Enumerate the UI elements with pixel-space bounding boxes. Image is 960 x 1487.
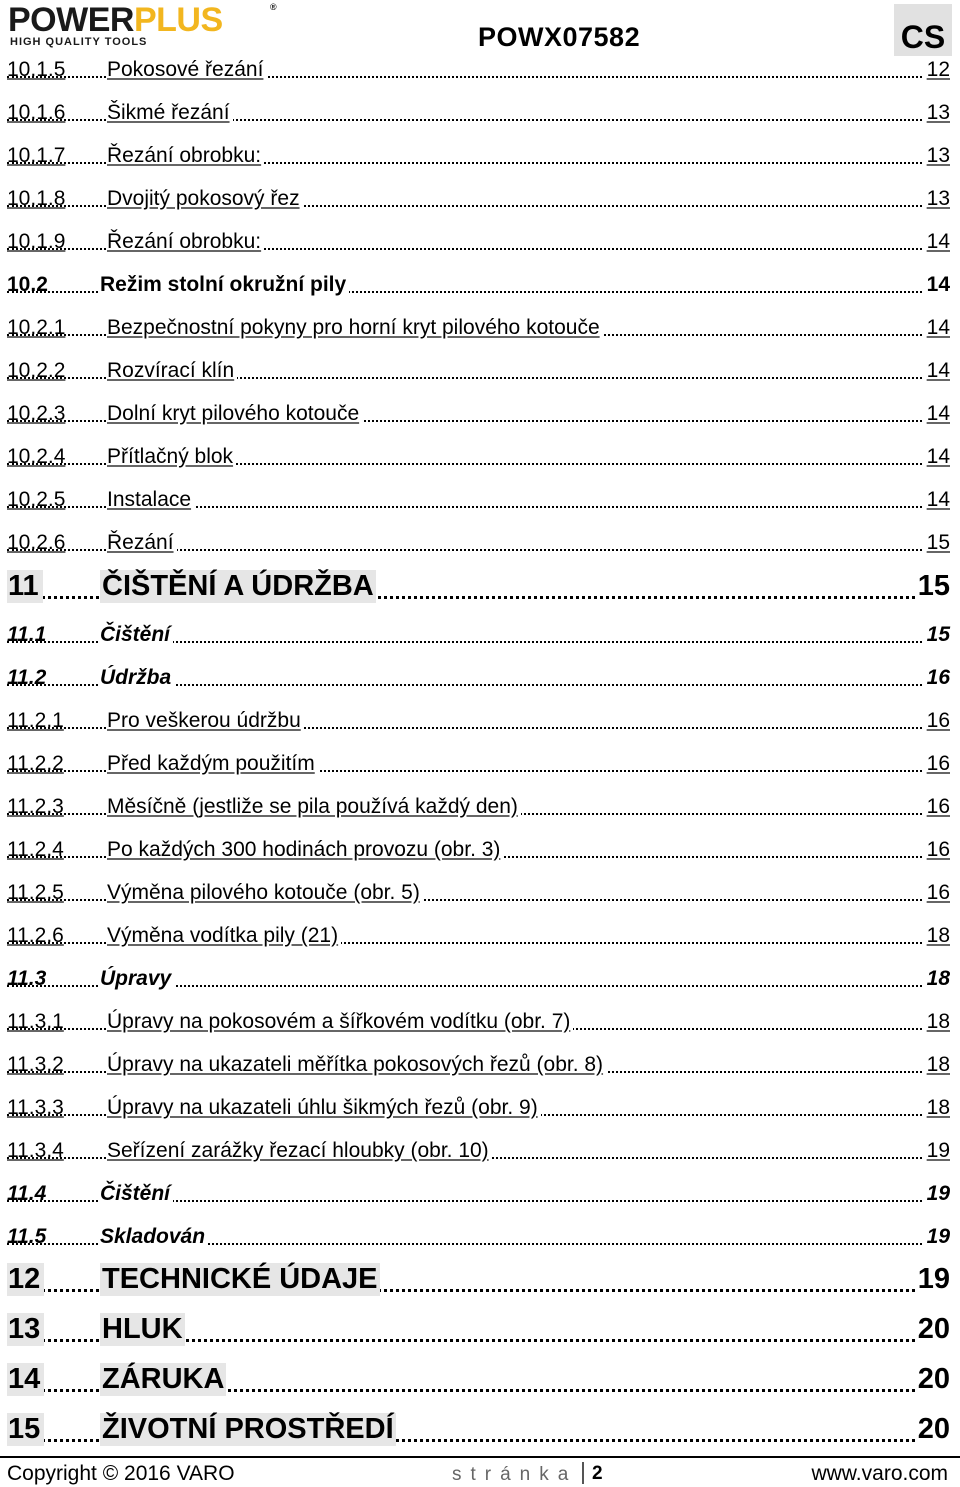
toc-entry-title: Výměna pilového kotouče (obr. 5) — [107, 881, 423, 905]
toc-entry[interactable] — [7, 565, 950, 605]
toc-entry-page: 14 — [924, 230, 950, 254]
toc-entry-page: 14 — [924, 445, 950, 469]
toc-entry-title: Úpravy na ukazateli měřítka pokosových řezů (obr. 8) — [107, 1053, 606, 1077]
toc-entry[interactable] — [7, 660, 950, 694]
toc-entry-page: 16 — [924, 666, 950, 690]
powerplus-logo — [8, 2, 278, 48]
toc-entry[interactable] — [7, 746, 950, 780]
toc-entry[interactable] — [7, 1090, 950, 1124]
page-header — [0, 0, 960, 60]
toc-entry-page: 18 — [924, 1096, 950, 1120]
toc-entry-title: Údržba — [100, 666, 174, 690]
toc-entry-number: 10.2.5 — [7, 488, 66, 511]
toc-entry-number: 11.2.1 — [7, 709, 64, 732]
toc-entry-page: 14 — [924, 402, 950, 426]
toc-entry-page: 19 — [924, 1139, 950, 1163]
toc-entry[interactable] — [7, 1358, 950, 1398]
toc-entry-number: 11.5 — [7, 1225, 47, 1248]
logo-wordmark — [8, 2, 223, 38]
toc-entry-number: 10.1.5 — [7, 58, 66, 81]
footer-copyright: Copyright © 2016 VARO — [7, 1462, 235, 1485]
toc-entry[interactable] — [7, 617, 950, 651]
toc-entry-page: 14 — [924, 488, 950, 512]
toc-entry[interactable] — [7, 832, 950, 866]
toc-entry[interactable] — [7, 52, 950, 86]
toc-entry-number: 11.2.3 — [7, 795, 64, 818]
toc-entry-number: 11.2.2 — [7, 752, 64, 775]
toc-entry-page: 20 — [915, 1413, 950, 1446]
footer-divider — [0, 1456, 960, 1458]
footer-website[interactable]: www.varo.com — [811, 1462, 948, 1485]
toc-entry-title: Skladován — [100, 1225, 208, 1249]
toc-entry-number: 10.2.4 — [7, 445, 66, 468]
toc-entry-page: 18 — [924, 924, 950, 948]
toc-entry-page: 19 — [924, 1225, 950, 1249]
toc-entry[interactable] — [7, 789, 950, 823]
toc-entry-title: Měsíčně (jestliže se pila používá každý den) — [107, 795, 521, 819]
toc-entry-title: Instalace — [107, 488, 194, 512]
toc-entry-number: 10.1.8 — [7, 187, 66, 210]
toc-entry-page: 13 — [924, 144, 950, 168]
toc-entry-number: 11.3 — [7, 967, 47, 990]
toc-entry[interactable] — [7, 1408, 950, 1448]
toc-entry-page: 20 — [915, 1313, 950, 1346]
toc-entry-number: 11.3.4 — [7, 1139, 64, 1162]
toc-entry[interactable] — [7, 1004, 950, 1038]
toc-entry-page: 14 — [924, 316, 950, 340]
model-number: POWX07582 — [478, 22, 641, 52]
toc-entry-number: 10.1.9 — [7, 230, 66, 253]
toc-entry-title: Rozvírací klín — [107, 359, 237, 383]
toc-entry[interactable] — [7, 1176, 950, 1210]
toc-entry[interactable] — [7, 439, 950, 473]
footer-page-number: 2 — [592, 1463, 603, 1484]
toc-entry[interactable] — [7, 1258, 950, 1298]
toc-entry-page: 16 — [924, 881, 950, 905]
toc-entry-title: Před každým použitím — [107, 752, 318, 776]
toc-entry-number: 11.2 — [7, 666, 47, 689]
toc-entry-title: Šikmé řezání — [107, 101, 233, 125]
language-badge: CS — [894, 4, 952, 56]
toc-entry-title: Po každých 300 hodinách provozu (obr. 3) — [107, 838, 503, 862]
toc-entry-title: Čištění — [100, 623, 173, 647]
toc-entry-title: HLUK — [102, 1313, 183, 1345]
toc-entry[interactable] — [7, 482, 950, 516]
toc-entry[interactable] — [7, 95, 950, 129]
toc-entry-number: 10.1.7 — [7, 144, 66, 167]
toc-entry-number: 11.2.6 — [7, 924, 64, 947]
toc-entry-number: 11.3.2 — [7, 1053, 64, 1076]
toc-entry[interactable] — [7, 1133, 950, 1167]
toc-entry-page: 14 — [924, 359, 950, 383]
toc-entry-title: Řezání obrobku: — [107, 230, 264, 254]
toc-entry-page: 20 — [915, 1363, 950, 1396]
toc-entry-page: 19 — [924, 1182, 950, 1206]
logo-tagline: HIGH QUALITY TOOLS — [10, 36, 148, 48]
toc-entry-page: 12 — [924, 58, 950, 82]
logo-word-power: POWER — [8, 1, 134, 39]
footer-page-label: stránka — [452, 1464, 578, 1485]
toc-entry[interactable] — [7, 1308, 950, 1348]
toc-entry-page: 15 — [924, 531, 950, 555]
toc-entry[interactable] — [7, 961, 950, 995]
toc-entry-title: Bezpečnostní pokyny pro horní kryt pilového kotouče — [107, 316, 603, 340]
toc-entry[interactable] — [7, 703, 950, 737]
toc-entry-page: 16 — [924, 752, 950, 776]
toc-entry-title: Režim stolní okružní pily — [100, 273, 349, 297]
toc-entry[interactable] — [7, 353, 950, 387]
toc-entry-number: 13 — [7, 1313, 44, 1346]
toc-entry-title: Výměna vodítka pily (21) — [107, 924, 341, 948]
registered-mark: ® — [270, 2, 277, 12]
toc-entry[interactable] — [7, 396, 950, 430]
toc-entry-number: 11 — [7, 570, 43, 603]
footer-separator — [582, 1462, 584, 1484]
toc-entry[interactable] — [7, 224, 950, 258]
toc-entry-page: 18 — [924, 1053, 950, 1077]
toc-entry[interactable] — [7, 138, 950, 172]
toc-entry[interactable] — [7, 1047, 950, 1081]
toc-entry-number: 11.2.4 — [7, 838, 64, 861]
toc-entry[interactable] — [7, 875, 950, 909]
toc-entry-page: 16 — [924, 838, 950, 862]
toc-entry-number: 10.2 — [7, 273, 48, 296]
toc-entry[interactable] — [7, 1219, 950, 1253]
toc-entry[interactable] — [7, 310, 950, 344]
toc-entry-page: 16 — [924, 795, 950, 819]
toc-entry-title: Dvojitý pokosový řez — [107, 187, 303, 211]
toc-entry-number: 11.2.5 — [7, 881, 64, 904]
toc-entry-number: 10.2.3 — [7, 402, 66, 425]
toc-entry-page: 15 — [915, 570, 950, 603]
toc-entry-title: Seřízení zarážky řezací hloubky (obr. 10) — [107, 1139, 492, 1163]
toc-entry-page: 13 — [924, 187, 950, 211]
toc-entry-number: 12 — [7, 1263, 44, 1296]
toc-entry-number: 11.1 — [7, 623, 47, 646]
toc-entry-title: Pokosové řezání — [107, 58, 266, 82]
toc-entry[interactable] — [7, 181, 950, 215]
toc-entry-title: Úpravy na ukazateli úhlu šikmých řezů (obr. 9) — [107, 1096, 541, 1120]
toc-entry-page: 19 — [915, 1263, 950, 1296]
toc-entry-title: Dolní kryt pilového kotouče — [107, 402, 362, 426]
toc-entry-page: 13 — [924, 101, 950, 125]
toc-entry-page: 16 — [924, 709, 950, 733]
toc-entry-title: TECHNICKÉ ÚDAJE — [102, 1263, 378, 1295]
toc-entry[interactable] — [7, 918, 950, 952]
toc-entry-page: 18 — [924, 967, 950, 991]
toc-entry-page: 14 — [924, 273, 950, 297]
toc-entry-number: 11.3.1 — [7, 1010, 64, 1033]
toc-entry[interactable] — [7, 267, 950, 301]
toc-entry-number: 10.2.2 — [7, 359, 66, 382]
toc-entry-title: ČIŠTĚNÍ A ÚDRŽBA — [102, 570, 374, 602]
toc-entry-title: Přítlačný blok — [107, 445, 236, 469]
toc-entry-number: 15 — [7, 1413, 44, 1446]
toc-entry-title: ŽIVOTNÍ PROSTŘEDÍ — [102, 1413, 394, 1445]
toc-entry-title: Pro veškerou údržbu — [107, 709, 304, 733]
toc-entry-number: 10.1.6 — [7, 101, 66, 124]
logo-word-plus: PLUS — [133, 1, 223, 39]
toc-entry-number: 11.4 — [7, 1182, 47, 1205]
toc-entry-number: 10.2.6 — [7, 531, 66, 554]
toc-entry-page: 18 — [924, 1010, 950, 1034]
toc-entry-number: 10.2.1 — [7, 316, 66, 339]
toc-entry-title: Úpravy na pokosovém a šířkovém vodítku (obr. 7) — [107, 1010, 573, 1034]
toc-entry[interactable] — [7, 525, 950, 559]
toc-entry-title: Řezání obrobku: — [107, 144, 264, 168]
toc-entry-title: Úpravy — [100, 967, 174, 991]
toc-entry-page: 15 — [924, 623, 950, 647]
toc-entry-title: Řezání — [107, 531, 177, 555]
toc-entry-number: 11.3.3 — [7, 1096, 64, 1119]
toc-entry-title: Čištění — [100, 1182, 173, 1206]
toc-entry-number: 14 — [7, 1363, 44, 1396]
toc-entry-title: ZÁRUKA — [102, 1363, 225, 1395]
